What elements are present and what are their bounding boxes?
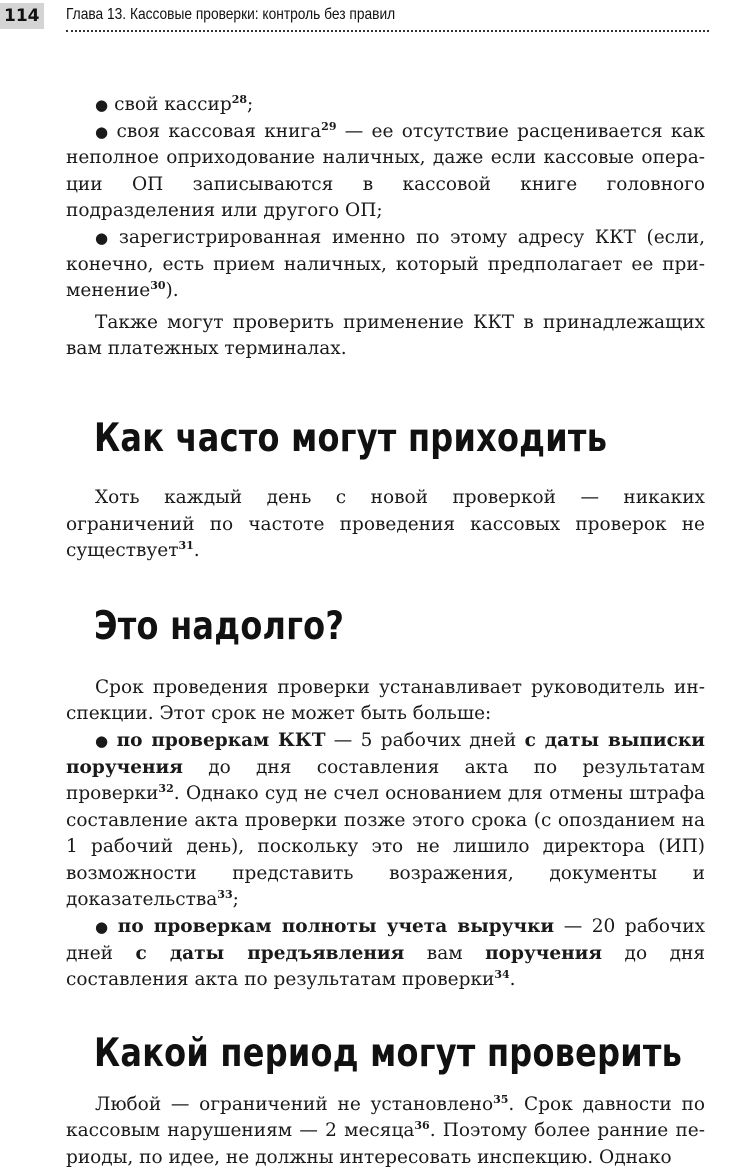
bullet-revenue-checks: ● по проверкам полноты учета выручки — 20 рабочих дней с даты предъявления вам поручения до дня составления акта по результатам проверки$^{34}$. [66, 916, 706, 991]
footnote-ref: 29 [321, 119, 337, 133]
footnote-ref: 32 [158, 782, 174, 796]
footnote-ref: 30 [150, 279, 166, 293]
paragraph-duration-intro: Срок проведения проверки устанавливает руководитель инспекции. Этот срок не может быть больше: [66, 676, 705, 725]
heading-period: Какой период могут проверить [94, 1030, 683, 1076]
heading-duration: Это надолго? [94, 603, 345, 649]
bullet-icon: ● [95, 918, 112, 937]
paragraph-terminals: Также могут проверить применение ККТ в принадлежащих вам платежных терминалах. [66, 311, 705, 360]
heading-how-often: Как часто могут приходить [94, 415, 608, 461]
footnote-ref: 34 [494, 968, 510, 982]
bullet-cash-book: ● своя кассовая книга$^{29}$ — ее отсутствие расценивается как неполное оприходование наличных, даже если кассовые операции ОП записываются в кассовой книге головного подразделения или другого ОП; [66, 119, 705, 222]
bullet-icon: ● [95, 122, 111, 141]
bullet-kkt: ● зарегистрированная именно по этому адресу ККТ (если, конечно, есть прием наличных, который предполагает ее применение$^{30}$). [66, 226, 705, 302]
footnote-ref: 33 [217, 888, 233, 902]
footnote-ref: 36 [414, 1119, 430, 1133]
bullet-icon: ● [95, 96, 109, 114]
paragraph-how-often: Хоть каждый день с новой проверкой — никаких ограничений по частоте проведения кассовых проверок не существует$^{31}$. [66, 486, 705, 562]
paragraph-period: Любой — ограничений не установлено$^{35}$. Срок давности по кассовым нарушениям — 2 месяца$^{36}$. Поэтому более ранние периоды, по идее, не должны интересовать инспекцию. Однако [66, 1092, 705, 1169]
bullet-icon: ● [95, 731, 111, 750]
page-body [66, 92, 705, 1172]
bullet-cashier: ● свой кассир$^{28}$; [95, 93, 254, 115]
header-dotted-rule [66, 30, 709, 32]
page-number: 114 [0, 3, 44, 29]
bullet-kkt-checks: ● по проверкам ККТ — 5 рабочих дней с даты выписки поручения до дня составления акта по результатам проверки$^{32}$. Однако суд не счел основанием для отмены штрафа составление акта проверки позже этого срока (с опозданием на 1 рабочий день), поскольку это не лишило директора (ИП) возможности представить возражения, документы и доказательства$^{33}$; [66, 729, 705, 911]
footnote-ref: 31 [178, 539, 194, 553]
bullet-icon: ● [95, 228, 113, 247]
page-header [0, 0, 745, 34]
footnote-ref: 35 [493, 1092, 509, 1106]
running-title: Глава 13. Кассовые проверки: контроль без правил [66, 6, 396, 23]
footnote-ref: 28 [231, 93, 248, 106]
